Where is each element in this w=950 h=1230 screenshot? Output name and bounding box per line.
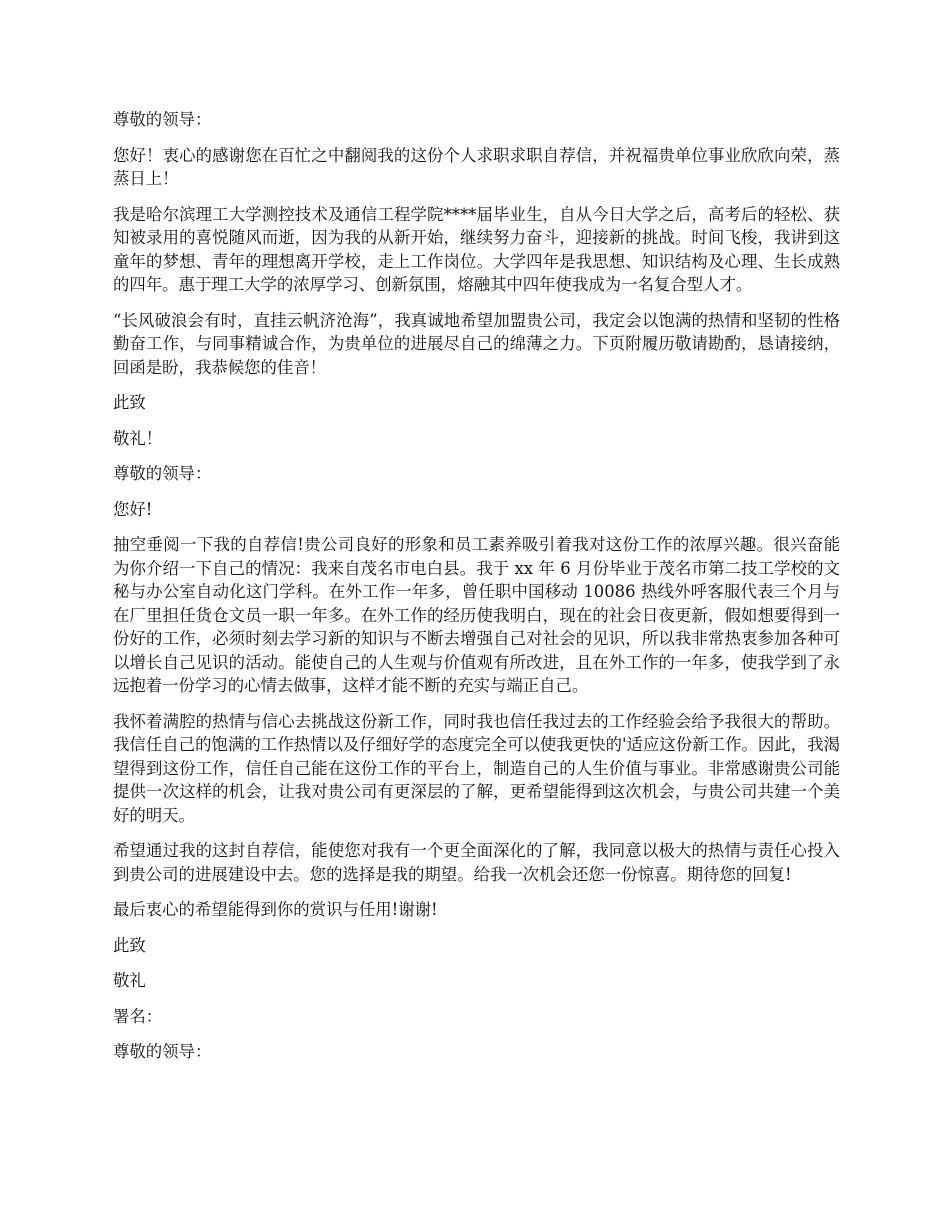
- body-paragraph: 抽空垂阅一下我的自荐信!贵公司良好的形象和员工素养吸引着我对这份工作的浓厚兴趣。很兴奋能为你介绍一下自己的情况：我来自茂名市电白县。我于 xx 年 6 月份毕业于茂名市第二技工学校的文秘与办公室自动化这门学科。在外工作一年多，曾任职中国移动 10086 热线外呼客服代表三个月与在厂里担任货仓文员一职一年多。在外工作的经历使我明白，现在的社会日夜更新，假如想要得到一份好的工作，必须时刻去学习新的知识与不断去增强自己对社会的见识，所以我非常热衷参加各种可以增长自己见识的活动。能使自己的人生观与价值观有所改进，且在外工作的一年多，使我学到了永远抱着一份学习的心情去做事，这样才能不断的充实与端正自己。: [113, 535, 840, 695]
- greeting-paragraph: 您好！衷心的感谢您在百忙之中翻阅我的这份个人求职求职自荐信，并祝福贵单位事业欣欣向荣，蒸蒸日上！: [113, 145, 840, 188]
- body-paragraph: 希望通过我的这封自荐信，能使您对我有一个更全面深化的了解，我同意以极大的热情与责任心投入到贵公司的进展建设中去。您的选择是我的期望。给我一次机会还您一份惊喜。期待您的回复!: [113, 841, 840, 884]
- salutation: 尊敬的领导：: [113, 1042, 212, 1061]
- body-paragraph: “长风破浪会有时，直挂云帆济沧海”，我真诚地希望加盟贵公司，我定会以饱满的热情和坚韧的性格勤奋工作，与同事精诚合作，为贵单位的进展尽自己的绵薄之力。下页附履历敬请勘酌，恳请接纳，回函是盼，我恭候您的佳音！: [113, 310, 840, 377]
- body-paragraph: 最后衷心的希望能得到你的赏识与任用!谢谢!: [113, 900, 438, 919]
- body-paragraph: 我怀着满腔的热情与信心去挑战这份新工作，同时我也信任我过去的工作经验会给予我很大的帮助。我信任自己的饱满的工作热情以及仔细好学的态度完全可以使我更快的'适应这份新工作。因此，我渴望得到这份工作，信任自己能在这份工作的平台上，制造自己的人生价值与事业。非常感谢贵公司能提供一次这样的机会，让我对贵公司有更深层的了解，更希望能得到这次机会，与贵公司共建一个美好的明天。: [113, 711, 840, 825]
- salutation: 尊敬的领导：: [113, 110, 212, 129]
- signature-line: 署名：: [113, 1006, 163, 1026]
- document-page: [113, 108, 840, 1076]
- body-paragraph: 我是哈尔滨理工大学测控技术及通信工程学院****届毕业生，自从今日大学之后，高考后的轻松、获知被录用的喜悦随风而逝，因为我的从新开始，继续努力奋斗，迎接新的挑战。时间飞梭，我讲到这童年的梦想、青年的理想离开学校，走上工作岗位。大学四年是我思想、知识结构及心理、生长成熟的四年。惠于理工大学的浓厚学习、创新氛围，熔融其中四年使我成为一名复合型人才。: [113, 204, 840, 294]
- closing-line: 此致: [113, 393, 146, 412]
- salutation: 尊敬的领导：: [113, 464, 212, 483]
- closing-line: 此致: [113, 935, 146, 955]
- closing-line: 敬礼: [113, 971, 146, 990]
- greeting-paragraph: 您好!: [113, 499, 153, 519]
- closing-line: 敬礼！: [113, 428, 163, 448]
